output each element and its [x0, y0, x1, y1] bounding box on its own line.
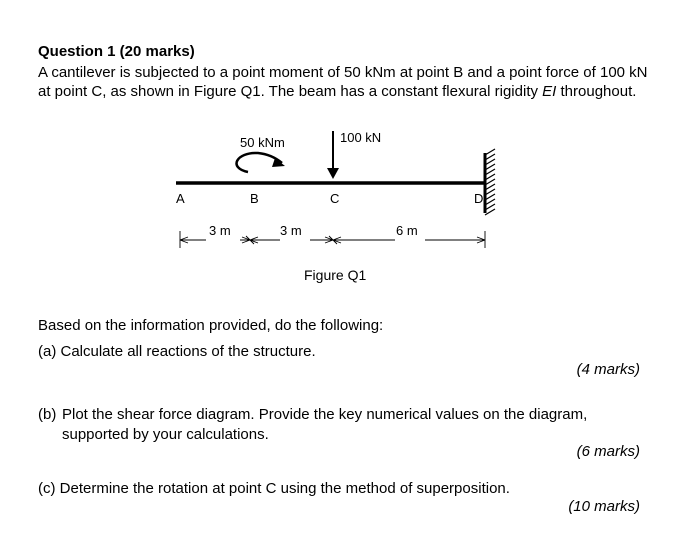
force-label: 100 kN: [340, 130, 382, 145]
task-a-marks: (4 marks): [576, 361, 640, 378]
figure-caption: Figure Q1: [304, 267, 367, 283]
point-label-a: A: [176, 191, 185, 206]
task-a-text: (a) Calculate all reactions of the structure.: [38, 343, 316, 360]
task-c-text: (c) Determine the rotation at point C using the method of superposition.: [38, 480, 510, 497]
intro-text-2: throughout.: [556, 82, 637, 100]
span-label-cd: 6 m: [396, 223, 418, 238]
point-label-d: D: [474, 191, 484, 206]
question-title: Question 1 (20 marks): [38, 43, 195, 60]
intro-ei: EI: [542, 82, 557, 100]
task-b-text-line1: Plot the shear force diagram. Provide the key numerical values on the diagram,: [62, 406, 588, 423]
task-b-text-line2: supported by your calculations.: [62, 426, 269, 443]
span-label-bc: 3 m: [280, 223, 302, 238]
moment-label: 50 kNm: [240, 135, 285, 150]
intro-text-1: A cantilever is subjected to a point moment of 50 kNm at point B and a point force of 100 kN at point C, as shown in Figure Q1. The beam has a constant flexural rigidity: [38, 64, 648, 100]
task-c-marks: (10 marks): [568, 498, 640, 515]
force-arrowhead: [327, 168, 339, 179]
point-label-b: B: [250, 191, 259, 206]
task-b-marks: (6 marks): [576, 443, 640, 460]
tasks-lead: Based on the information provided, do the following:: [38, 317, 384, 334]
point-label-c: C: [330, 191, 340, 206]
task-b: [38, 405, 640, 445]
task-b-label: (b): [38, 406, 57, 423]
span-label-ab: 3 m: [209, 223, 231, 238]
